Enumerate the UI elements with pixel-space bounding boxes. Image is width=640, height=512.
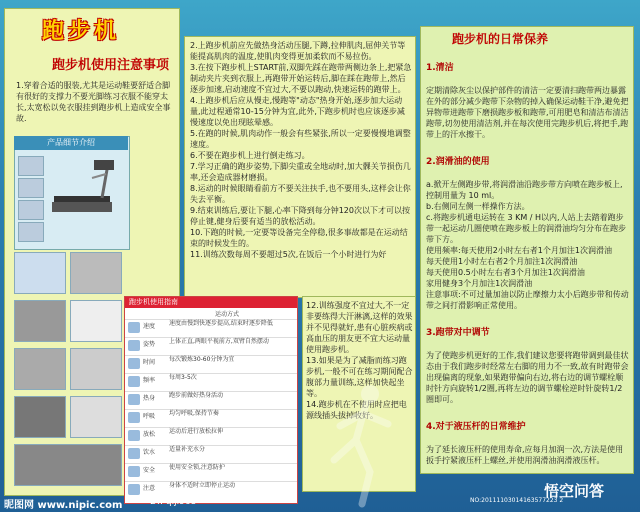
row-icon — [128, 412, 140, 423]
detail-photo — [70, 300, 122, 342]
section-heading: 2.润滑油的使用 — [426, 157, 490, 167]
section-body: a.掀开左侧跑步带,将润滑油沿跑步带方向喷在跑步板上,控制用量为 10 ml。 b.右侧同左侧一样操作方法。 c.将跑步机通电运转在 3 KM / H以内,人站上去踏着跑步带一起运动几圈使喷在跑步板上的润滑油均匀分布在跑步带下方。 使用频率:每天使用2小时左右者1个月加注1次润滑油 每天使用1小时左右者2个月加注1次润滑油 每天使用0.5小时左右者3个月加注1次润滑油 家用健身3个月加注1次润滑油 注意事项:不可过量加油以防止摩擦力太小后跑步带和传动带之间打滑影响正常使用。 — [426, 180, 629, 310]
detail-thumb — [18, 178, 44, 198]
row-icon — [128, 358, 140, 369]
middle-text: 2.上跑步机前应先做热身活动压腿,下蹲,拉伸肌肉,屈伸关节等能提高肌肉的温度,使肌肉变得更加柔软而不易拉伤。 3.在按下跑步机上START前,双脚先踩在跑带两侧边条上,把紧急制动夹片夹到衣服上,再跑带开始运转后,脚在踩在跑带上,然后逐步加速,启动速度不宜过大,不要以跑动,快速运转的跑带上。 4.上跑步机后应从慢走,慢跑等"动态"热身开始,逐步加大运动量,此过程通常10-15分钟为宜,此外,下跑步机时也应该逐步减慢速度以免出现眩晕感。 5.在跑的时候,肌肉动作一般会有些紧张,所以一定要慢慢地调整速度。 6.不要在跑步机上进行倒走练习。 7.学习正确的跑步姿势,下脚尖重或全地动时,加大髁关节损伤几率,还会造成器材磨损。 8.运动的时候眼睛看前方不要关注扶手,也不要用头,这样会让你失去平衡。 9.结束训练后,要让下腿,心率下降到每分钟120次以下才可以按停止键,健身后要有适当的放松活动。 10.下跑的时候,一定要等设备完全停稳,很多事故都是在运动结束的时候发生的。 11.训练次数每周不要超过5次,在饭后一个小时进行为好 — [190, 41, 412, 259]
watermark-author: BY: qiji968 — [150, 497, 197, 507]
section-heading: 4.对于液压杆的日常维护 — [426, 422, 526, 432]
row-icon — [128, 448, 140, 459]
detail-photo — [70, 348, 122, 390]
table-row: 速度 速度由慢到快逐步提高,结束时逐步降低 — [125, 319, 297, 336]
table-row: 呼吸 均匀呼吸,保持节奏 — [125, 409, 297, 426]
detail-photo — [14, 396, 66, 438]
table-row: 注意 身体不适时立即停止运动 — [125, 481, 297, 498]
detail-photo — [14, 252, 66, 294]
detail-thumb — [18, 156, 44, 176]
section-heading: 3.跑带对中调节 — [426, 328, 490, 338]
poster-title: 跑步机 — [42, 18, 121, 44]
detail-photo — [70, 252, 122, 294]
row-icon — [128, 430, 140, 441]
section-body: 为了延长液压杆的使用寿命,应每月加润一次,方法是使用扳手拧紧液压杆上螺丝,并使用润滑油润滑液压杆。 — [426, 445, 624, 465]
table-row: 姿势 上体正直,两眼平视前方,双臂自然摆动 — [125, 337, 297, 354]
table-row: 安全 使用安全锁,注意防护 — [125, 463, 297, 480]
right-subtitle: 跑步机的日常保养 — [452, 32, 549, 46]
detail-photo — [14, 300, 66, 342]
runner-silhouette-icon — [300, 380, 420, 510]
table-row: 饮水 适量补充水分 — [125, 445, 297, 462]
treadmill-icon — [46, 156, 118, 224]
row-icon — [128, 340, 140, 351]
row-icon — [128, 376, 140, 387]
detail-thumb — [18, 222, 44, 242]
usage-guide-table — [124, 296, 298, 504]
table-row: 热身 跑步前做好热身活动 — [125, 391, 297, 408]
detail-thumb — [18, 200, 44, 220]
middle-lower-text: 12.训练强度不宜过大,不一定非要练得大汗淋漓,这样的效果并不见得就好,患有心脏疾病或高血压的朋友更不宜大运动量使用跑步机。 13.如果是为了减脂而练习跑步机,一般不可在练习期间配合腹部力量训练,这样加快起坐等。 14.跑步机在不使用时应把电源线插头拔掉收好。 — [306, 301, 413, 420]
detail-photo — [70, 396, 122, 438]
section-body: 定期清除灰尘以保护部件的清洁一定要清扫跑带两边暴露在外的部分减少跑带下杂物的掉入确保运动鞋干净,避免把异物带进跑带下磨损跑步板和跑带,可用肥皂和清洁布清洁跑带,切勿使用清洁剂,并在每次使用完跑步机后,将把手,跑带上的汗水擦干。 — [426, 86, 629, 139]
watermark-id: NO:20111103014163577223 2 — [470, 497, 564, 504]
row-icon — [128, 394, 140, 405]
table-header: 跑步机使用指南 — [125, 297, 297, 308]
row-icon — [128, 466, 140, 477]
wukong-logo: 悟空问答 — [544, 482, 605, 500]
left-item-1: 1.穿着合适的服装,尤其是运动鞋要舒适合脚有很好的支撑力不要光脚练习衣服不能穿太长,太宽松以免衣服挂到跑步机上造成安全事故. — [16, 81, 171, 123]
table-row: 频率 每周3-5次 — [125, 373, 297, 390]
watermark-site: 昵图网 www.nipic.com — [4, 500, 123, 511]
product-detail-title: 产品细节介绍 — [14, 136, 128, 150]
section-body: 为了使跑步机更好的工作,我们建议您要将跑带调到最佳状态由于我们跑步时经常左右脚的用力不一致,故有时跑带会出现偏离的现象,如果跑带偏向右边,将右边的调节螺栓顺时针方向旋转1/2圈,再将左边的调节螺栓逆时针旋转1/2圈即可。 — [426, 351, 629, 404]
detail-photo — [14, 444, 122, 486]
right-text — [426, 52, 630, 477]
row-icon — [128, 322, 140, 333]
detail-photo — [14, 348, 66, 390]
table-col-header: 运动方式 — [215, 311, 240, 318]
row-icon — [128, 484, 140, 495]
section-heading: 1.清洁 — [426, 63, 454, 73]
left-subtitle: 跑步机使用注意事项 — [52, 58, 170, 73]
table-row: 时间 每次锻炼30-60分钟为宜 — [125, 355, 297, 372]
table-row: 放松 运动后进行放松拉伸 — [125, 427, 297, 444]
